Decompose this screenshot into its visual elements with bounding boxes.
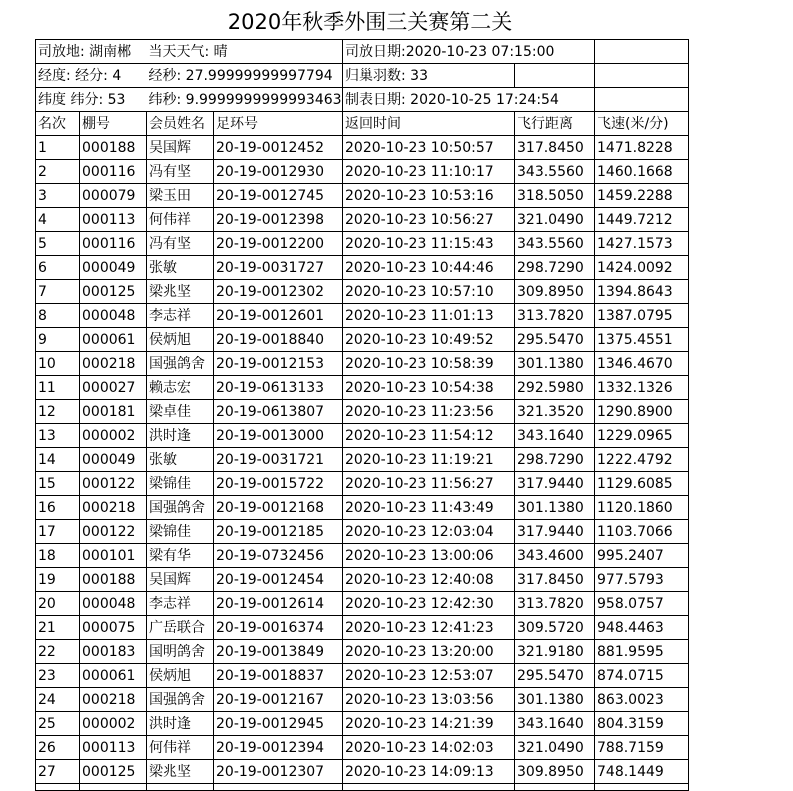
rank-cell: 20 — [36, 592, 80, 616]
rank-cell: 12 — [36, 400, 80, 424]
header-rank: 名次 — [36, 112, 80, 136]
loft-cell: 000125 — [80, 760, 147, 784]
table-row — [36, 208, 689, 232]
table-row — [36, 640, 689, 664]
distance-cell: 301.1380 — [515, 496, 595, 520]
table-row — [36, 256, 689, 280]
return-time-cell: 2020-10-23 13:20:00 — [343, 640, 515, 664]
table-row — [36, 184, 689, 208]
return-time-cell: 2020-10-23 10:50:57 — [343, 136, 515, 160]
member-cell: 何伟祥 — [147, 736, 214, 760]
speed-cell: 977.5793 — [595, 568, 689, 592]
member-cell: 李志祥 — [147, 304, 214, 328]
rank-cell: 1 — [36, 136, 80, 160]
loft-cell: 000181 — [80, 400, 147, 424]
distance-cell: 317.9440 — [515, 472, 595, 496]
loft-cell: 000218 — [80, 496, 147, 520]
speed-cell: 1471.8228 — [595, 136, 689, 160]
info-row — [36, 88, 689, 112]
loft-cell: 000122 — [80, 520, 147, 544]
distance-cell: 298.7290 — [515, 256, 595, 280]
loft-cell: 000075 — [80, 616, 147, 640]
info-row — [36, 40, 689, 64]
return-time-cell: 2020-10-23 14:02:03 — [343, 736, 515, 760]
distance-cell: 321.9180 — [515, 640, 595, 664]
return-time-cell: 2020-10-23 12:40:08 — [343, 568, 515, 592]
ring-cell: 20-19-0012601 — [214, 304, 343, 328]
distance-cell: 317.8450 — [515, 568, 595, 592]
speed-cell: 1290.8900 — [595, 400, 689, 424]
empty-cell — [36, 784, 80, 791]
rank-cell: 6 — [36, 256, 80, 280]
speed-cell: 1459.2288 — [595, 184, 689, 208]
rank-cell: 2 — [36, 160, 80, 184]
member-cell: 吴国辉 — [147, 136, 214, 160]
empty-cell — [515, 784, 595, 791]
info-cell — [595, 88, 689, 112]
return-time-cell: 2020-10-23 10:56:27 — [343, 208, 515, 232]
info-cell: 纬度 纬分: 53 — [36, 88, 147, 112]
empty-cell — [343, 784, 515, 791]
member-cell: 张敏 — [147, 448, 214, 472]
loft-cell: 000113 — [80, 736, 147, 760]
speed-cell: 1229.0965 — [595, 424, 689, 448]
info-cell: 司放地: 湖南郴 — [36, 40, 147, 64]
ring-cell: 20-19-0018840 — [214, 328, 343, 352]
ring-cell: 20-19-0031721 — [214, 448, 343, 472]
table-row — [36, 688, 689, 712]
distance-cell: 321.3520 — [515, 400, 595, 424]
speed-cell: 1120.1860 — [595, 496, 689, 520]
info-cell: 经度: 经分: 4 — [36, 64, 147, 88]
rank-cell: 14 — [36, 448, 80, 472]
table-row — [36, 136, 689, 160]
distance-cell: 318.5050 — [515, 184, 595, 208]
empty-cell — [80, 784, 147, 791]
distance-cell: 301.1380 — [515, 352, 595, 376]
ring-cell: 20-19-0013000 — [214, 424, 343, 448]
rank-cell: 19 — [36, 568, 80, 592]
return-time-cell: 2020-10-23 13:00:06 — [343, 544, 515, 568]
table-row — [36, 400, 689, 424]
header-distance: 飞行距离 — [515, 112, 595, 136]
table-row — [36, 496, 689, 520]
distance-cell: 295.5470 — [515, 664, 595, 688]
member-cell: 洪时逢 — [147, 712, 214, 736]
loft-cell: 000049 — [80, 448, 147, 472]
header-return-time: 返回时间 — [343, 112, 515, 136]
loft-cell: 000027 — [80, 376, 147, 400]
report-title: 2020年秋季外围三关赛第二关 — [227, 10, 513, 34]
table-row — [36, 424, 689, 448]
rank-cell: 15 — [36, 472, 80, 496]
loft-cell: 000218 — [80, 688, 147, 712]
ring-cell: 20-19-0012200 — [214, 232, 343, 256]
info-row — [36, 64, 689, 88]
distance-cell: 313.7820 — [515, 304, 595, 328]
distance-cell: 343.1640 — [515, 424, 595, 448]
member-cell: 梁锦佳 — [147, 472, 214, 496]
speed-cell: 995.2407 — [595, 544, 689, 568]
loft-cell: 000002 — [80, 424, 147, 448]
rank-cell: 9 — [36, 328, 80, 352]
distance-cell: 321.0490 — [515, 736, 595, 760]
member-cell: 梁锦佳 — [147, 520, 214, 544]
ring-cell: 20-19-0012302 — [214, 280, 343, 304]
return-time-cell: 2020-10-23 12:42:30 — [343, 592, 515, 616]
speed-cell: 874.0715 — [595, 664, 689, 688]
member-cell: 赖志宏 — [147, 376, 214, 400]
rank-cell: 10 — [36, 352, 80, 376]
return-time-cell: 2020-10-23 12:53:07 — [343, 664, 515, 688]
return-time-cell: 2020-10-23 11:15:43 — [343, 232, 515, 256]
loft-cell: 000002 — [80, 712, 147, 736]
ring-cell: 20-19-0012745 — [214, 184, 343, 208]
return-time-cell: 2020-10-23 12:41:23 — [343, 616, 515, 640]
return-time-cell: 2020-10-23 10:53:16 — [343, 184, 515, 208]
return-time-cell: 2020-10-23 11:56:27 — [343, 472, 515, 496]
cut-off-row — [36, 784, 689, 791]
table-row — [36, 304, 689, 328]
ring-cell: 20-19-0012307 — [214, 760, 343, 784]
rank-cell: 3 — [36, 184, 80, 208]
loft-cell: 000125 — [80, 280, 147, 304]
info-cell: 纬秒: 9.9999999999993463 — [147, 88, 343, 112]
distance-cell: 343.5560 — [515, 160, 595, 184]
member-cell: 梁有华 — [147, 544, 214, 568]
header-row — [36, 112, 689, 136]
member-cell: 梁兆坚 — [147, 280, 214, 304]
table-row — [36, 376, 689, 400]
table-row — [36, 616, 689, 640]
speed-cell: 788.7159 — [595, 736, 689, 760]
return-time-cell: 2020-10-23 13:03:56 — [343, 688, 515, 712]
speed-cell: 1424.0092 — [595, 256, 689, 280]
rank-cell: 17 — [36, 520, 80, 544]
loft-cell: 000218 — [80, 352, 147, 376]
speed-cell: 1449.7212 — [595, 208, 689, 232]
ring-cell: 20-19-0018837 — [214, 664, 343, 688]
speed-cell: 1387.0795 — [595, 304, 689, 328]
ring-cell: 20-19-0012394 — [214, 736, 343, 760]
member-cell: 梁卓佳 — [147, 400, 214, 424]
header-loft: 棚号 — [80, 112, 147, 136]
table-row — [36, 448, 689, 472]
results-table-body — [36, 40, 689, 791]
member-cell: 国强鸽舍 — [147, 352, 214, 376]
table-row — [36, 712, 689, 736]
distance-cell: 317.9440 — [515, 520, 595, 544]
rank-cell: 24 — [36, 688, 80, 712]
loft-cell: 000049 — [80, 256, 147, 280]
ring-cell: 20-19-0012930 — [214, 160, 343, 184]
rank-cell: 5 — [36, 232, 80, 256]
speed-cell: 1460.1668 — [595, 160, 689, 184]
distance-cell: 343.5560 — [515, 232, 595, 256]
loft-cell: 000116 — [80, 160, 147, 184]
speed-cell: 1346.4670 — [595, 352, 689, 376]
table-row — [36, 160, 689, 184]
ring-cell: 20-19-0012945 — [214, 712, 343, 736]
member-cell: 何伟祥 — [147, 208, 214, 232]
speed-cell: 948.4463 — [595, 616, 689, 640]
member-cell: 国强鸽舍 — [147, 688, 214, 712]
loft-cell: 000188 — [80, 568, 147, 592]
distance-cell: 292.5980 — [515, 376, 595, 400]
speed-cell: 1129.6085 — [595, 472, 689, 496]
loft-cell: 000188 — [80, 136, 147, 160]
empty-cell — [595, 784, 689, 791]
ring-cell: 20-19-0012185 — [214, 520, 343, 544]
table-row — [36, 328, 689, 352]
rank-cell: 25 — [36, 712, 80, 736]
return-time-cell: 2020-10-23 11:10:17 — [343, 160, 515, 184]
info-cell: 经秒: 27.99999999997794 — [147, 64, 343, 88]
ring-cell: 20-19-0012614 — [214, 592, 343, 616]
return-time-cell: 2020-10-23 12:03:04 — [343, 520, 515, 544]
return-time-cell: 2020-10-23 11:43:49 — [343, 496, 515, 520]
speed-cell: 748.1449 — [595, 760, 689, 784]
rank-cell: 21 — [36, 616, 80, 640]
speed-cell: 1394.8643 — [595, 280, 689, 304]
table-row — [36, 352, 689, 376]
distance-cell: 301.1380 — [515, 688, 595, 712]
table-row — [36, 760, 689, 784]
results-table — [35, 39, 689, 791]
rank-cell: 16 — [36, 496, 80, 520]
distance-cell: 313.7820 — [515, 592, 595, 616]
loft-cell: 000048 — [80, 304, 147, 328]
rank-cell: 23 — [36, 664, 80, 688]
table-row — [36, 664, 689, 688]
return-time-cell: 2020-10-23 11:19:21 — [343, 448, 515, 472]
speed-cell: 1375.4551 — [595, 328, 689, 352]
table-row — [36, 232, 689, 256]
member-cell: 梁玉田 — [147, 184, 214, 208]
return-time-cell: 2020-10-23 14:21:39 — [343, 712, 515, 736]
return-time-cell: 2020-10-23 10:57:10 — [343, 280, 515, 304]
speed-cell: 1332.1326 — [595, 376, 689, 400]
member-cell: 国明鸽舍 — [147, 640, 214, 664]
return-time-cell: 2020-10-23 10:54:38 — [343, 376, 515, 400]
loft-cell: 000122 — [80, 472, 147, 496]
member-cell: 国强鸽舍 — [147, 496, 214, 520]
speed-cell: 1222.4792 — [595, 448, 689, 472]
table-row — [36, 472, 689, 496]
ring-cell: 20-19-0012452 — [214, 136, 343, 160]
info-cell: 司放日期:2020-10-23 07:15:00 — [343, 40, 595, 64]
member-cell: 洪时逢 — [147, 424, 214, 448]
distance-cell: 317.8450 — [515, 136, 595, 160]
header-speed: 飞速(米/分) — [595, 112, 689, 136]
speed-cell: 804.3159 — [595, 712, 689, 736]
ring-cell: 20-19-0613807 — [214, 400, 343, 424]
info-cell: 制表日期: 2020-10-25 17:24:54 — [343, 88, 595, 112]
loft-cell: 000048 — [80, 592, 147, 616]
ring-cell: 20-19-0012153 — [214, 352, 343, 376]
rank-cell: 13 — [36, 424, 80, 448]
rank-cell: 18 — [36, 544, 80, 568]
member-cell: 张敏 — [147, 256, 214, 280]
member-cell: 侯炳旭 — [147, 328, 214, 352]
speed-cell: 1103.7066 — [595, 520, 689, 544]
rank-cell: 4 — [36, 208, 80, 232]
table-row — [36, 520, 689, 544]
distance-cell: 309.5720 — [515, 616, 595, 640]
empty-cell — [214, 784, 343, 791]
loft-cell: 000061 — [80, 664, 147, 688]
table-row — [36, 568, 689, 592]
return-time-cell: 2020-10-23 10:44:46 — [343, 256, 515, 280]
distance-cell: 343.1640 — [515, 712, 595, 736]
member-cell: 梁兆坚 — [147, 760, 214, 784]
table-row — [36, 592, 689, 616]
distance-cell: 309.8950 — [515, 760, 595, 784]
rank-cell: 11 — [36, 376, 80, 400]
info-cell: 归巢羽数: 33 — [343, 64, 515, 88]
empty-cell — [147, 784, 214, 791]
return-time-cell: 2020-10-23 11:54:12 — [343, 424, 515, 448]
member-cell: 吴国辉 — [147, 568, 214, 592]
info-cell — [515, 64, 595, 88]
member-cell: 侯炳旭 — [147, 664, 214, 688]
ring-cell: 20-19-0031727 — [214, 256, 343, 280]
member-cell: 李志祥 — [147, 592, 214, 616]
distance-cell: 321.0490 — [515, 208, 595, 232]
return-time-cell: 2020-10-23 10:58:39 — [343, 352, 515, 376]
rank-cell: 27 — [36, 760, 80, 784]
table-row — [36, 736, 689, 760]
info-cell — [595, 40, 689, 64]
return-time-cell: 2020-10-23 10:49:52 — [343, 328, 515, 352]
ring-cell: 20-19-0012398 — [214, 208, 343, 232]
ring-cell: 20-19-0732456 — [214, 544, 343, 568]
table-row — [36, 280, 689, 304]
loft-cell: 000113 — [80, 208, 147, 232]
distance-cell: 295.5470 — [515, 328, 595, 352]
distance-cell: 309.8950 — [515, 280, 595, 304]
loft-cell: 000061 — [80, 328, 147, 352]
member-cell: 冯有坚 — [147, 232, 214, 256]
info-cell: 当天天气: 晴 — [147, 40, 343, 64]
ring-cell: 20-19-0012168 — [214, 496, 343, 520]
speed-cell: 881.9595 — [595, 640, 689, 664]
rank-cell: 26 — [36, 736, 80, 760]
ring-cell: 20-19-0613133 — [214, 376, 343, 400]
return-time-cell: 2020-10-23 11:23:56 — [343, 400, 515, 424]
loft-cell: 000101 — [80, 544, 147, 568]
rank-cell: 8 — [36, 304, 80, 328]
header-ring: 足环号 — [214, 112, 343, 136]
member-cell: 广岳联合 — [147, 616, 214, 640]
ring-cell: 20-19-0012167 — [214, 688, 343, 712]
rank-cell: 22 — [36, 640, 80, 664]
distance-cell: 343.4600 — [515, 544, 595, 568]
loft-cell: 000183 — [80, 640, 147, 664]
return-time-cell: 2020-10-23 11:01:13 — [343, 304, 515, 328]
speed-cell: 1427.1573 — [595, 232, 689, 256]
speed-cell: 958.0757 — [595, 592, 689, 616]
rank-cell: 7 — [36, 280, 80, 304]
ring-cell: 20-19-0016374 — [214, 616, 343, 640]
return-time-cell: 2020-10-23 14:09:13 — [343, 760, 515, 784]
ring-cell: 20-19-0013849 — [214, 640, 343, 664]
table-row — [36, 544, 689, 568]
header-member: 会员姓名 — [147, 112, 214, 136]
info-cell — [595, 64, 689, 88]
member-cell: 冯有坚 — [147, 160, 214, 184]
loft-cell: 000079 — [80, 184, 147, 208]
ring-cell: 20-19-0015722 — [214, 472, 343, 496]
ring-cell: 20-19-0012454 — [214, 568, 343, 592]
distance-cell: 298.7290 — [515, 448, 595, 472]
loft-cell: 000116 — [80, 232, 147, 256]
speed-cell: 863.0023 — [595, 688, 689, 712]
